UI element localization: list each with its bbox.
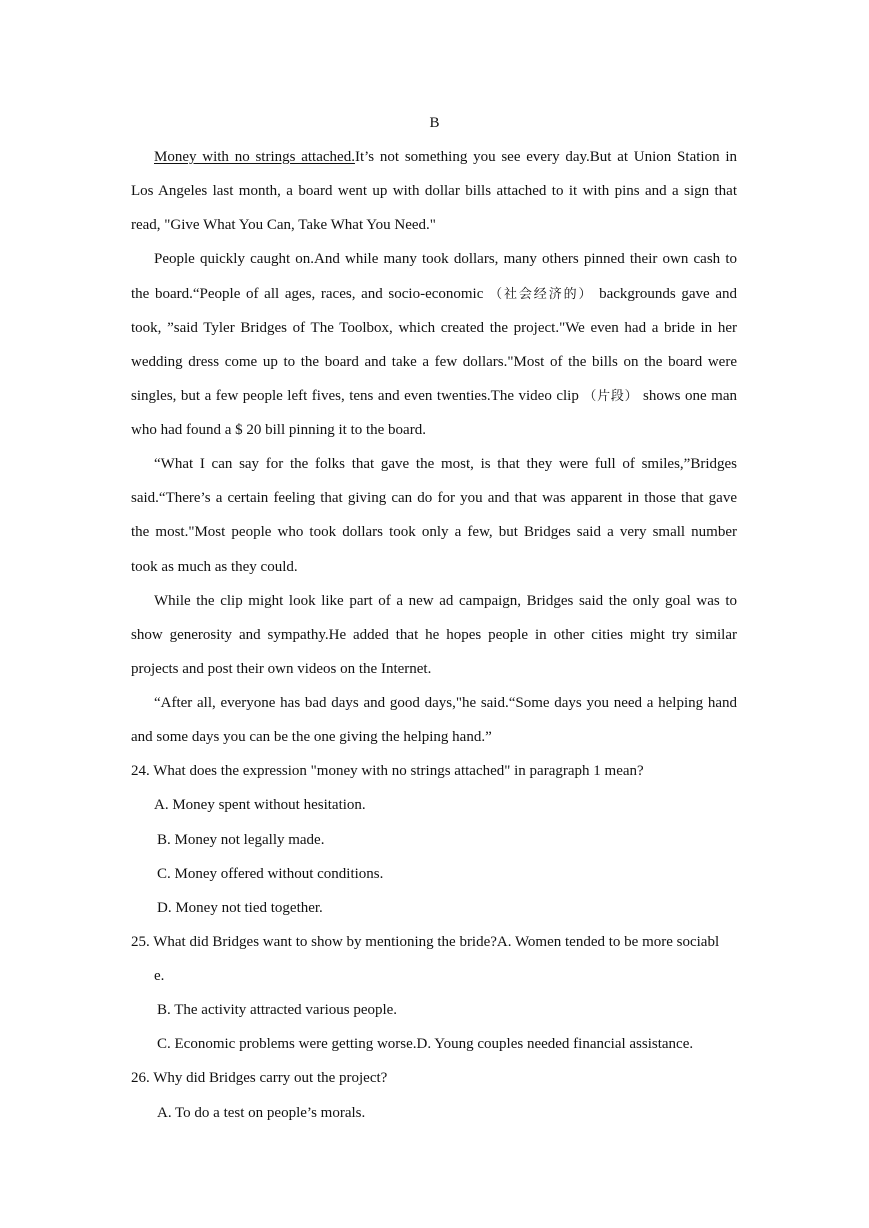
passage-line: People quickly caught on.And while many took dollars, many others pinned their own cash to: [154, 251, 737, 267]
passage-line: [154, 147, 737, 181]
passage-line: took, ”said Tyler Bridges of The Toolbox, which created the project."We even had a bride in her: [131, 320, 737, 336]
passage-line: read, "Give What You Can, Take What You Need.": [131, 217, 436, 233]
passage-line: show generosity and sympathy.He added that he hopes people in other cities might try similar: [131, 627, 737, 643]
question-25-option-c-d: C. Economic problems were getting worse.D. Young couples needed financial assistance.: [157, 1036, 694, 1052]
question-24-option-c: C. Money offered without conditions.: [157, 866, 384, 882]
question-24-option-b: B. Money not legally made.: [157, 832, 325, 848]
passage-line: [131, 284, 737, 318]
question-26-stem: 26. Why did Bridges carry out the project?: [131, 1070, 388, 1086]
section-label: B: [429, 115, 440, 131]
question-24-stem: 24. What does the expression "money with no strings attached" in paragraph 1 mean?: [131, 763, 644, 779]
question-25-option-b: B. The activity attracted various people.: [157, 1002, 398, 1018]
chinese-gloss: （片段）: [583, 389, 639, 404]
passage-line: wedding dress come up to the board and take a few dollars."Most of the bills on the board were: [131, 354, 737, 370]
passage-line: “What I can say for the folks that gave the most, is that they were full of smiles,”Bridges: [154, 456, 737, 472]
passage-text: the board.“People of all ages, races, and socio-economic: [131, 286, 484, 302]
passage-line: [131, 386, 737, 420]
question-25-stem-continued: e.: [154, 968, 165, 984]
passage-line: who had found a $ 20 bill pinning it to the board.: [131, 422, 426, 438]
passage-line: While the clip might look like part of a new ad campaign, Bridges said the only goal was to: [154, 593, 737, 609]
passage-text: It’s not something you see every day.But at Union Station in: [354, 149, 737, 165]
passage-line: took as much as they could.: [131, 559, 298, 575]
passage-line: Los Angeles last month, a board went up with dollar bills attached to it with pins and a sign that: [131, 183, 737, 199]
passage-line: the most."Most people who took dollars took only a few, but Bridges said a very small number: [131, 524, 737, 540]
passage-line: said.“There’s a certain feeling that giving can do for you and that was apparent in those that gave: [131, 490, 737, 506]
question-26-option-a: A. To do a test on people’s morals.: [157, 1105, 366, 1121]
passage-line: projects and post their own videos on the Internet.: [131, 661, 432, 677]
passage-text: singles, but a few people left fives, tens and even twenties.The video clip: [131, 388, 579, 404]
question-24-option-d: D. Money not tied together.: [157, 900, 323, 916]
chinese-gloss: （社会经济的）: [489, 287, 594, 302]
passage-text: backgrounds gave and: [599, 286, 738, 302]
question-24-option-a: A. Money spent without hesitation.: [154, 797, 366, 813]
passage-title-underlined: Money with no strings attached.: [154, 149, 355, 165]
question-25-stem: 25. What did Bridges want to show by mentioning the bride?A. Women tended to be more sociabl: [131, 934, 720, 950]
passage-line: “After all, everyone has bad days and good days,"he said.“Some days you need a helping hand: [154, 695, 737, 711]
passage-line: and some days you can be the one giving the helping hand.”: [131, 729, 492, 745]
passage-text: shows one man: [642, 388, 738, 404]
